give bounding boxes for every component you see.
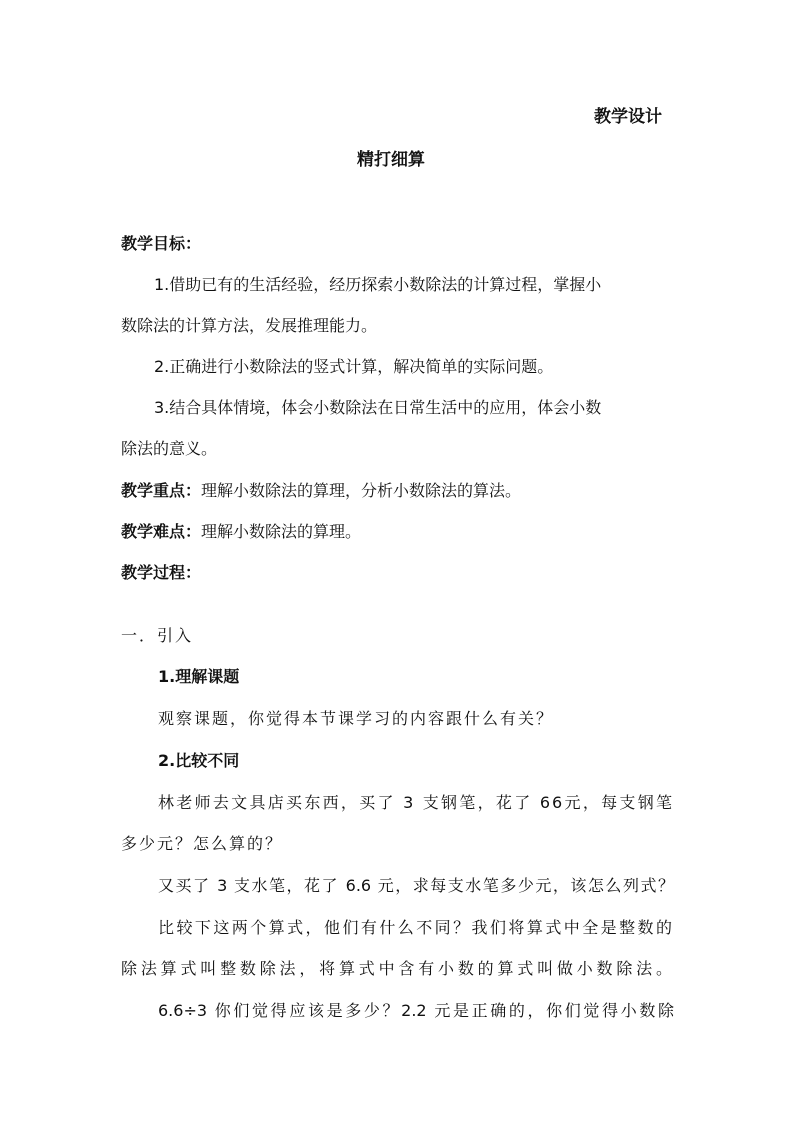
key-point-row — [121, 481, 521, 501]
subsection-1-title: 1.理解课题 — [158, 667, 240, 686]
page-title: 精打细算 — [357, 150, 425, 170]
objective-item-3-line-2: 除法的意义。 — [121, 439, 218, 458]
difficulty-label: 教学难点： — [121, 522, 202, 541]
difficulty-row — [121, 522, 361, 542]
key-point-label: 教学重点： — [121, 481, 202, 500]
paragraph-4-line-1: 6.6÷3 你们觉得应该是多少？2.2 元是正确的，你们觉得小数除 — [158, 1001, 674, 1020]
paragraph-3-line-2: 除法算式叫整数除法，将算式中含有小数的算式叫做小数除法。 — [121, 959, 674, 978]
paragraph-3-line-1: 比较下这两个算式，他们有什么不同？我们将算式中全是整数的 — [158, 918, 674, 937]
paragraph-2: 又买了 3 支水笔，花了 6.6 元，求每支水笔多少元，该怎么列式？ — [158, 876, 674, 895]
paragraph-1-line-2: 多少元？怎么算的？ — [121, 834, 284, 853]
subsection-2-title: 2.比较不同 — [158, 751, 240, 770]
difficulty-text: 理解小数除法的算理。 — [201, 522, 362, 541]
document-type-label: 教学设计 — [594, 107, 662, 127]
key-point-text: 理解小数除法的算理，分析小数除法的算法。 — [201, 481, 522, 500]
objective-item-3-line-1: 3.结合具体情境，体会小数除法在日常生活中的应用，体会小数 — [154, 398, 602, 417]
objectives-heading: 教学目标： — [121, 234, 202, 253]
section-1-title: 一．引入 — [121, 626, 194, 645]
objective-item-1-line-2: 数除法的计算方法，发展推理能力。 — [121, 316, 378, 335]
paragraph-1-line-1: 林老师去文具店买东西，买了 3 支钢笔，花了 66元，每支钢笔 — [158, 793, 674, 812]
process-heading: 教学过程： — [121, 563, 202, 582]
objective-item-2: 2.正确进行小数除法的竖式计算，解决简单的实际问题。 — [154, 357, 554, 376]
subsection-1-text: 观察课题，你觉得本节课学习的内容跟什么有关？ — [158, 709, 555, 728]
objective-item-1-line-1: 1.借助已有的生活经验，经历探索小数除法的计算过程，掌握小 — [154, 275, 602, 294]
